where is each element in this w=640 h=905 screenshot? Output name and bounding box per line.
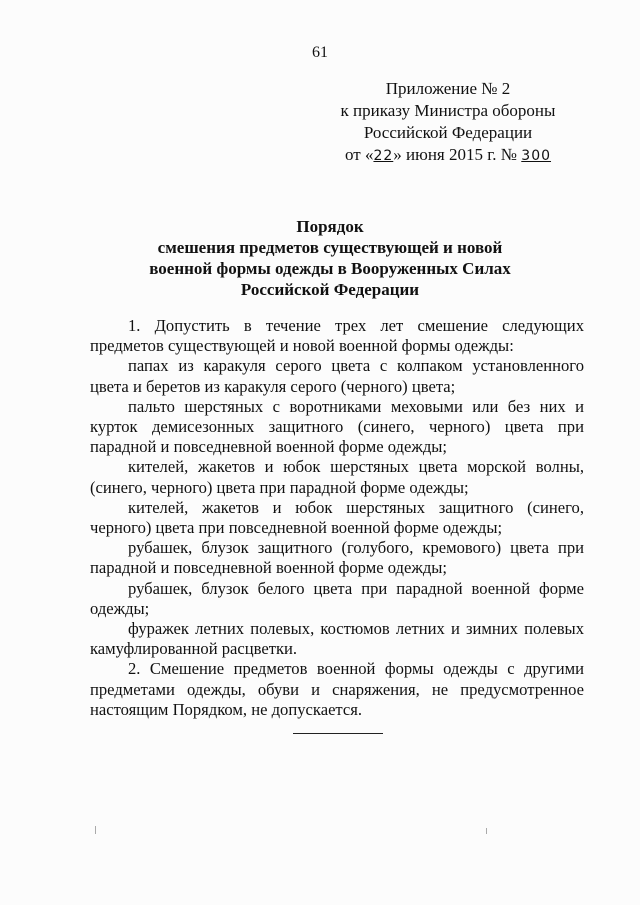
title-line-3: военной формы одежды в Вооруженных Силах (149, 259, 511, 278)
paragraph-9: 2. Смешение предметов военной формы одежды с другими предметами одежды, обуви и снаряжения, не предусмотренное настоящим Порядком, не допускается. (90, 659, 584, 719)
document-title (110, 216, 550, 300)
scan-mark (486, 828, 487, 834)
title-line-2: смешения предметов существующей и новой (157, 238, 503, 257)
annex-line-3: Российской Федерации (363, 123, 533, 142)
paragraph-8: фуражек летних полевых, костюмов летних и зимних полевых камуфлированной расцветки. (90, 619, 584, 659)
paragraph-1: 1. Допустить в течение трех лет смешение следующих предметов существующей и новой военной формы одежды: (90, 316, 584, 356)
handwritten-day: 22 (373, 148, 394, 164)
paragraph-7: рубашек, блузок белого цвета при парадной военной форме одежды; (90, 578, 584, 618)
title-line-4: Российской Федерации (240, 280, 420, 299)
annex-line-1: Приложение № 2 (385, 79, 511, 98)
annex-line-2: к приказу Министра обороны (340, 101, 556, 120)
page-number: 61 (312, 44, 328, 61)
date-prefix: от « (344, 145, 374, 164)
annex-header (318, 78, 578, 167)
paragraph-2: папах из каракуля серого цвета с колпаком установленного цвета и беретов из каракуля серого (черного) цвета; (90, 356, 584, 396)
closing-divider (293, 733, 383, 734)
paragraph-6: рубашек, блузок защитного (голубого, кремового) цвета при парадной и повседневной военной форме одежды; (90, 538, 584, 578)
paragraph-5: кителей, жакетов и юбок шерстяных защитного (синего, черного) цвета при повседневной военной форме одежды; (90, 497, 584, 538)
handwritten-order-number: 300 (521, 148, 552, 164)
annex-date-line (318, 144, 578, 167)
scan-mark (95, 826, 96, 834)
paragraph-4: кителей, жакетов и юбок шерстяных цвета морской волны, (синего, черного) цвета при парадной форме одежды; (90, 457, 584, 497)
date-middle: » июня 2015 г. № (393, 145, 522, 164)
paragraph-3: пальто шерстяных с воротниками меховыми или без них и курток демисезонных защитного (синего, черного) цвета при парадной и повседневной военной форме одежды; (90, 396, 584, 457)
document-body (90, 316, 584, 720)
title-line-1: Порядок (296, 217, 364, 236)
